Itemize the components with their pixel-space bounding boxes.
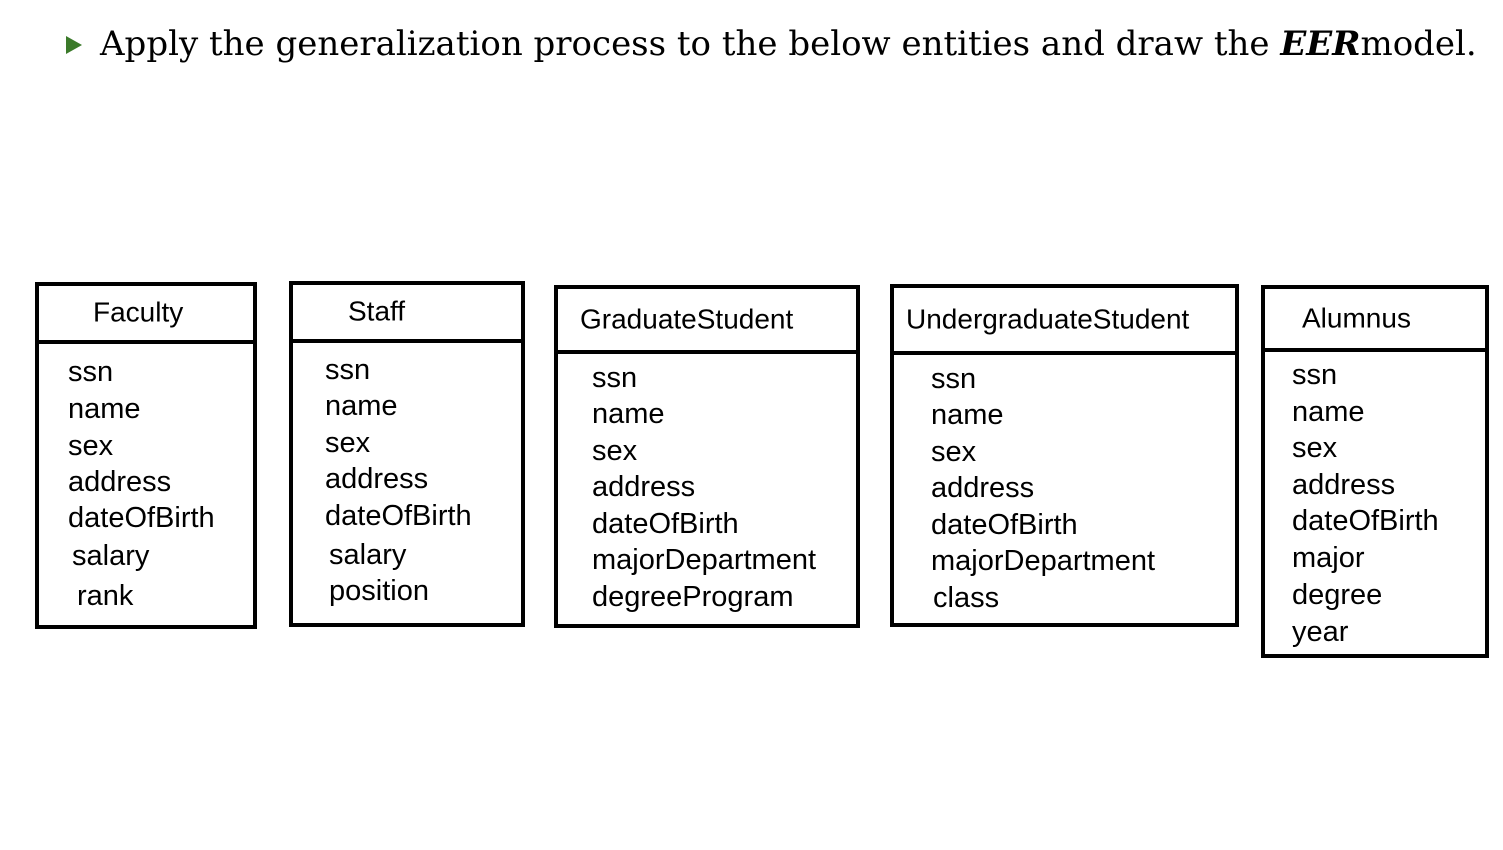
entity-name: Staff — [348, 295, 406, 327]
instruction-after: model. — [1360, 24, 1477, 64]
attribute: name — [592, 398, 665, 430]
entity-header — [894, 288, 1235, 355]
attribute: name — [68, 393, 141, 425]
attribute: ssn — [1292, 359, 1338, 391]
attribute: name — [325, 390, 398, 422]
entity-staff — [289, 281, 525, 627]
attribute: salary — [72, 540, 150, 572]
attribute: name — [1292, 396, 1365, 428]
entity-header — [293, 285, 521, 343]
attribute: sex — [325, 427, 371, 459]
arrow-bullet-icon — [66, 36, 82, 54]
entity-faculty — [35, 282, 257, 629]
attribute: ssn — [325, 354, 371, 386]
attribute: major — [1292, 542, 1365, 574]
attribute: rank — [77, 580, 134, 612]
entity-undergraduate-student — [890, 284, 1239, 627]
instruction-emphasis: EER — [1280, 24, 1361, 64]
attribute: address — [325, 463, 429, 495]
attribute: sex — [68, 430, 114, 462]
entity-header — [39, 286, 253, 344]
attribute: ssn — [931, 363, 977, 395]
attribute: degree — [1292, 579, 1383, 611]
attribute: majorDepartment — [592, 544, 817, 576]
entity-header — [1265, 289, 1485, 352]
attribute: dateOfBirth — [1292, 505, 1439, 537]
attribute: position — [329, 575, 429, 607]
attribute: dateOfBirth — [592, 508, 739, 540]
attribute: address — [68, 466, 172, 498]
attribute: class — [933, 582, 1000, 614]
attribute: degreeProgram — [592, 581, 794, 613]
entity-name: UndergraduateStudent — [906, 302, 1190, 334]
attribute: dateOfBirth — [68, 502, 215, 534]
attribute: address — [592, 471, 696, 503]
attribute: name — [931, 399, 1004, 431]
attribute: majorDepartment — [931, 545, 1156, 577]
entity-alumnus — [1261, 285, 1489, 658]
entity-header — [558, 289, 856, 354]
attribute: address — [1292, 469, 1396, 501]
instruction-text — [66, 14, 1477, 74]
entity-graduate-student — [554, 285, 860, 628]
attribute: year — [1292, 616, 1349, 648]
attribute: sex — [1292, 432, 1338, 464]
attribute: sex — [592, 435, 638, 467]
attribute: dateOfBirth — [325, 500, 472, 532]
entity-name: GraduateStudent — [580, 302, 794, 334]
attribute: ssn — [592, 362, 638, 394]
instruction-before: Apply the generalization process to the below entities and draw the — [100, 24, 1270, 64]
attribute: ssn — [68, 356, 114, 388]
attribute: sex — [931, 436, 977, 468]
entity-name: Faculty — [93, 296, 184, 328]
entity-name: Alumnus — [1302, 301, 1411, 333]
attribute: address — [931, 472, 1035, 504]
attribute: salary — [329, 539, 407, 571]
attribute: dateOfBirth — [931, 509, 1078, 541]
